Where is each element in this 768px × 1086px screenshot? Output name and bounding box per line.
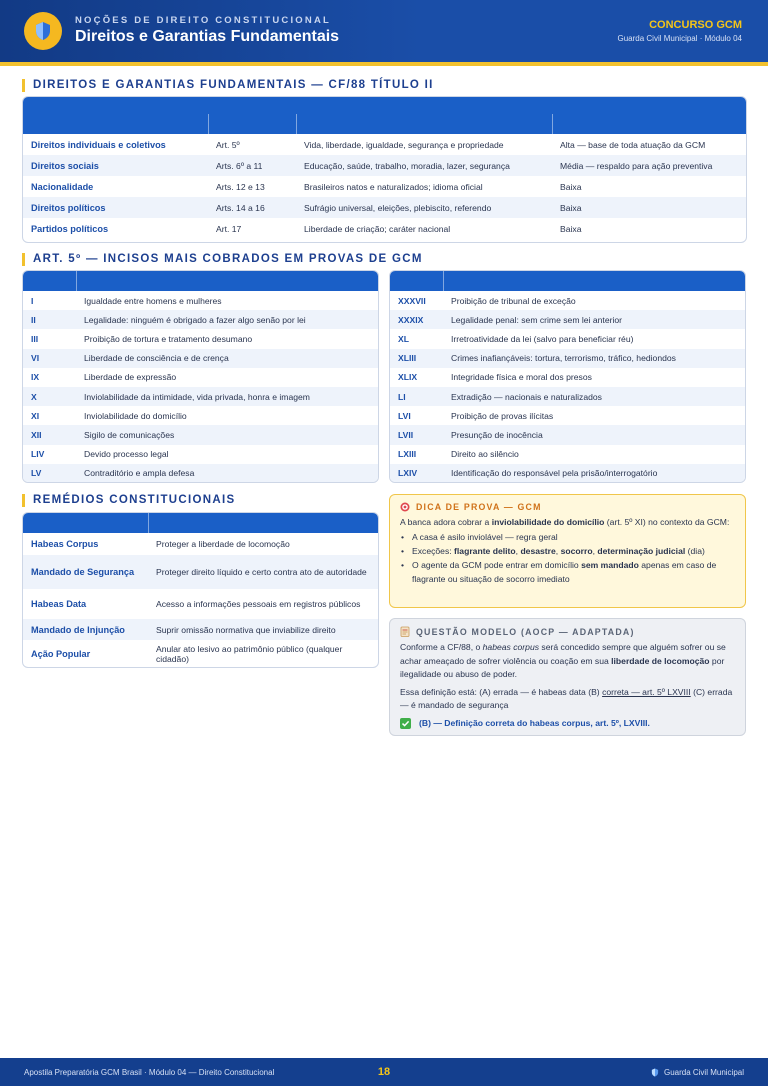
section-title-remedies: REMÉDIOS CONSTITUCIONAIS: [22, 494, 235, 507]
inciso-text: Legalidade: ninguém é obrigado a fazer algo senão por lei: [76, 310, 378, 329]
exam-tip-box: [389, 494, 746, 608]
header-badge: CONCURSO GCM: [649, 19, 742, 31]
inciso-number: III: [31, 333, 39, 344]
footer-left: Apostila Preparatória GCM Brasil · Módulo 04 — Direito Constitucional: [24, 1068, 275, 1077]
logo: [24, 12, 62, 50]
right-content: Brasileiros natos e naturalizados; idioma oficial: [304, 181, 483, 192]
right-name: Nacionalidade: [31, 181, 94, 192]
tip-title: [400, 502, 735, 512]
remedy-description: Proteger direito líquido e certo contra ato de autoridade: [148, 555, 378, 589]
inciso-text: Extradição — nacionais e naturalizados: [443, 387, 745, 406]
page-number: 18: [377, 1066, 391, 1078]
right-content: Sufrágio universal, eleições, plebiscito, referendo: [296, 197, 552, 218]
right-article: Arts. 12 e 13: [216, 181, 265, 192]
inciso-number: LV: [23, 464, 76, 483]
table-row: [23, 640, 378, 667]
inciso-text: Igualdade entre homens e mulheres: [84, 295, 222, 306]
table-row: [23, 555, 378, 589]
right-article: Arts. 14 a 16: [208, 197, 296, 218]
table-row: [23, 589, 378, 619]
inciso-text: Presunção de inocência: [443, 425, 745, 444]
inciso-text: Inviolabilidade do domicílio: [84, 410, 187, 421]
rights-table: [22, 96, 747, 243]
tip-list: [400, 530, 735, 586]
question-statement: Conforme a CF/88, o habeas corpus será concedido sempre que alguém sofrer ou se achar ameaçado de sofrer violência ou coação em sua liberdade de locomoção por ilegalidade ou abuso de poder.: [400, 642, 726, 679]
table-row: [23, 291, 378, 310]
right-relevance: Baixa: [552, 197, 746, 218]
inciso-text: Integridade física e moral dos presos: [451, 372, 592, 383]
right-name: Direitos individuais e coletivos: [31, 139, 166, 150]
table-row: [23, 425, 378, 444]
remedy-name: Mandado de Segurança: [23, 555, 148, 589]
remedy-name: Habeas Data: [31, 599, 87, 609]
right-relevance: Média — respaldo para ação preventiva: [552, 155, 746, 176]
inciso-number: XII: [23, 425, 76, 444]
table-row: [23, 387, 378, 406]
inciso-text: Sigilo de comunicações: [76, 425, 378, 444]
inciso-number: XI: [31, 410, 40, 421]
table-row: [390, 329, 745, 348]
inciso-number: XLIX: [398, 372, 418, 383]
inciso-number: LVI: [398, 410, 411, 421]
remedy-description: Anular ato lesivo ao patrimônio público (qualquer cidadão): [156, 643, 343, 664]
table-row: [23, 445, 378, 464]
inciso-number: XXXIX: [390, 310, 443, 329]
inciso-text: Liberdade de expressão: [84, 372, 177, 383]
remedy-name: Habeas Corpus: [31, 539, 99, 549]
right-article: Art. 5º: [216, 139, 240, 150]
table-header: [390, 271, 745, 291]
inciso-number: XLIII: [390, 349, 443, 368]
table-row: [23, 329, 378, 348]
table-row: [390, 368, 745, 387]
question-title-text: QUESTÃO MODELO (AOCP — ADAPTADA): [416, 626, 635, 637]
footer-right-text: Guarda Civil Municipal: [663, 1068, 744, 1077]
page-title: Direitos e Garantias Fundamentais: [75, 28, 340, 45]
remedy-name: Mandado de Injunção: [23, 619, 148, 640]
right-name: Direitos sociais: [23, 155, 208, 176]
header-subtitle: Guarda Civil Municipal · Módulo 04: [617, 34, 742, 43]
right-content: Vida, liberdade, igualdade, segurança e propriedade: [304, 139, 504, 150]
inciso-text: Inviolabilidade da intimidade, vida privada, honra e imagem: [76, 387, 378, 406]
table-row: [390, 310, 745, 329]
model-question-box: [389, 618, 746, 736]
inciso-text: Legalidade penal: sem crime sem lei anterior: [443, 310, 745, 329]
table-row: [390, 349, 745, 368]
inciso-text: Proibição de provas ilícitas: [451, 410, 554, 421]
table-row: [23, 197, 746, 218]
question-options: Essa definição está: (A) errada — é habeas data (B) correta — art. 5º LXVIII (C) errada — é mandado de segurança: [400, 686, 733, 710]
target-icon: [400, 502, 410, 512]
table-header: [23, 271, 378, 291]
remedy-description: Acesso a informações pessoais em registros públicos: [156, 599, 361, 609]
table-row: [390, 445, 745, 464]
table-row: [23, 464, 378, 483]
inciso-number: I: [31, 295, 34, 306]
right-article: Art. 17: [216, 223, 242, 234]
table-row: [23, 176, 746, 197]
answer-text: (B) — Definição correta do habeas corpus, art. 5º, LXVIII.: [419, 718, 650, 728]
inciso-text: Proibição de tortura e tratamento desumano: [84, 333, 253, 344]
inciso-number: LIV: [31, 449, 45, 460]
check-icon: [400, 718, 411, 729]
inciso-text: Crimes inafiançáveis: tortura, terrorismo, tráfico, hediondos: [443, 349, 745, 368]
header-kicker: NOÇÕES DE DIREITO CONSTITUCIONAL: [75, 15, 332, 26]
shield-icon: [34, 21, 52, 41]
inciso-number: XL: [398, 333, 409, 344]
inciso-text: Direito ao silêncio: [451, 449, 519, 460]
table-row: [390, 291, 745, 310]
right-content: Educação, saúde, trabalho, moradia, lazer, segurança: [296, 155, 552, 176]
table-row: [390, 464, 745, 483]
table-row: [23, 406, 378, 425]
table-row: [23, 155, 746, 176]
page-header: [0, 0, 768, 62]
inciso-number: II: [23, 310, 76, 329]
right-article: Arts. 6º a 11: [208, 155, 296, 176]
inciso-number: LXIV: [390, 464, 443, 483]
inciso-text: Devido processo legal: [84, 449, 169, 460]
remedy-description: Suprir omissão normativa que inviabilize direito: [148, 619, 378, 640]
table-row: [390, 425, 745, 444]
table-row: [390, 406, 745, 425]
inciso-text: Contraditório e ampla defesa: [76, 464, 378, 483]
inciso-text: Identificação do responsável pela prisão/interrogatório: [443, 464, 745, 483]
table-band: [23, 97, 746, 114]
memo-icon: [400, 626, 410, 637]
table-header: [23, 513, 378, 533]
right-relevance: Baixa: [560, 223, 582, 234]
right-relevance: Baixa: [560, 181, 582, 192]
tip-bullet: • A casa é asilo inviolável — regra geral: [400, 530, 735, 544]
right-relevance: Alta — base de toda atuação da GCM: [560, 139, 706, 150]
incisos-table-left: [22, 270, 379, 483]
section-title-rights: DIREITOS E GARANTIAS FUNDAMENTAIS — CF/88 TÍTULO II: [22, 79, 434, 92]
tip-bullet: • Exceções: flagrante delito, desastre, socorro, determinação judicial (dia): [400, 544, 735, 558]
inciso-text: Liberdade de consciência e de crença: [76, 349, 378, 368]
remedy-name: Ação Popular: [31, 648, 91, 659]
remedies-table: [22, 512, 379, 668]
incisos-table-right: [389, 270, 746, 483]
footer-right: [651, 1068, 744, 1077]
page-footer: [0, 1058, 768, 1086]
header-stripe: [0, 62, 768, 66]
tip-title-text: DICA DE PROVA — GCM: [416, 502, 542, 512]
inciso-number: X: [23, 387, 76, 406]
table-row: [23, 368, 378, 387]
inciso-number: LXIII: [398, 449, 417, 460]
shield-icon: [651, 1068, 659, 1077]
remedy-description: Proteger a liberdade de locomoção: [156, 539, 290, 549]
section-title-incisos: ART. 5º — INCISOS MAIS COBRADOS EM PROVAS DE GCM: [22, 253, 423, 266]
question-answer: [400, 718, 735, 729]
table-header: [23, 114, 746, 134]
inciso-number: XXXVII: [398, 295, 426, 306]
inciso-number: LI: [390, 387, 443, 406]
table-row: [23, 310, 378, 329]
table-row: [23, 218, 746, 239]
inciso-number: IX: [31, 372, 40, 383]
inciso-number: VI: [23, 349, 76, 368]
table-row: [23, 533, 378, 555]
tip-bullet: • O agente da GCM pode entrar em domicílio sem mandado apenas em caso de flagrante ou situação de socorro imediato: [400, 558, 735, 586]
inciso-number: LVII: [390, 425, 443, 444]
question-title: [400, 626, 735, 637]
inciso-text: Irretroatividade da lei (salvo para beneficiar réu): [451, 333, 634, 344]
right-content: Liberdade de criação; caráter nacional: [304, 223, 451, 234]
tip-intro: A banca adora cobrar a inviolabilidade do domicílio (art. 5º XI) no contexto da GCM:: [400, 517, 730, 527]
right-name: Direitos políticos: [23, 197, 208, 218]
table-row: [23, 134, 746, 155]
table-row: [23, 619, 378, 640]
table-row: [390, 387, 745, 406]
inciso-text: Proibição de tribunal de exceção: [451, 295, 576, 306]
table-row: [23, 349, 378, 368]
right-name: Partidos políticos: [31, 223, 109, 234]
